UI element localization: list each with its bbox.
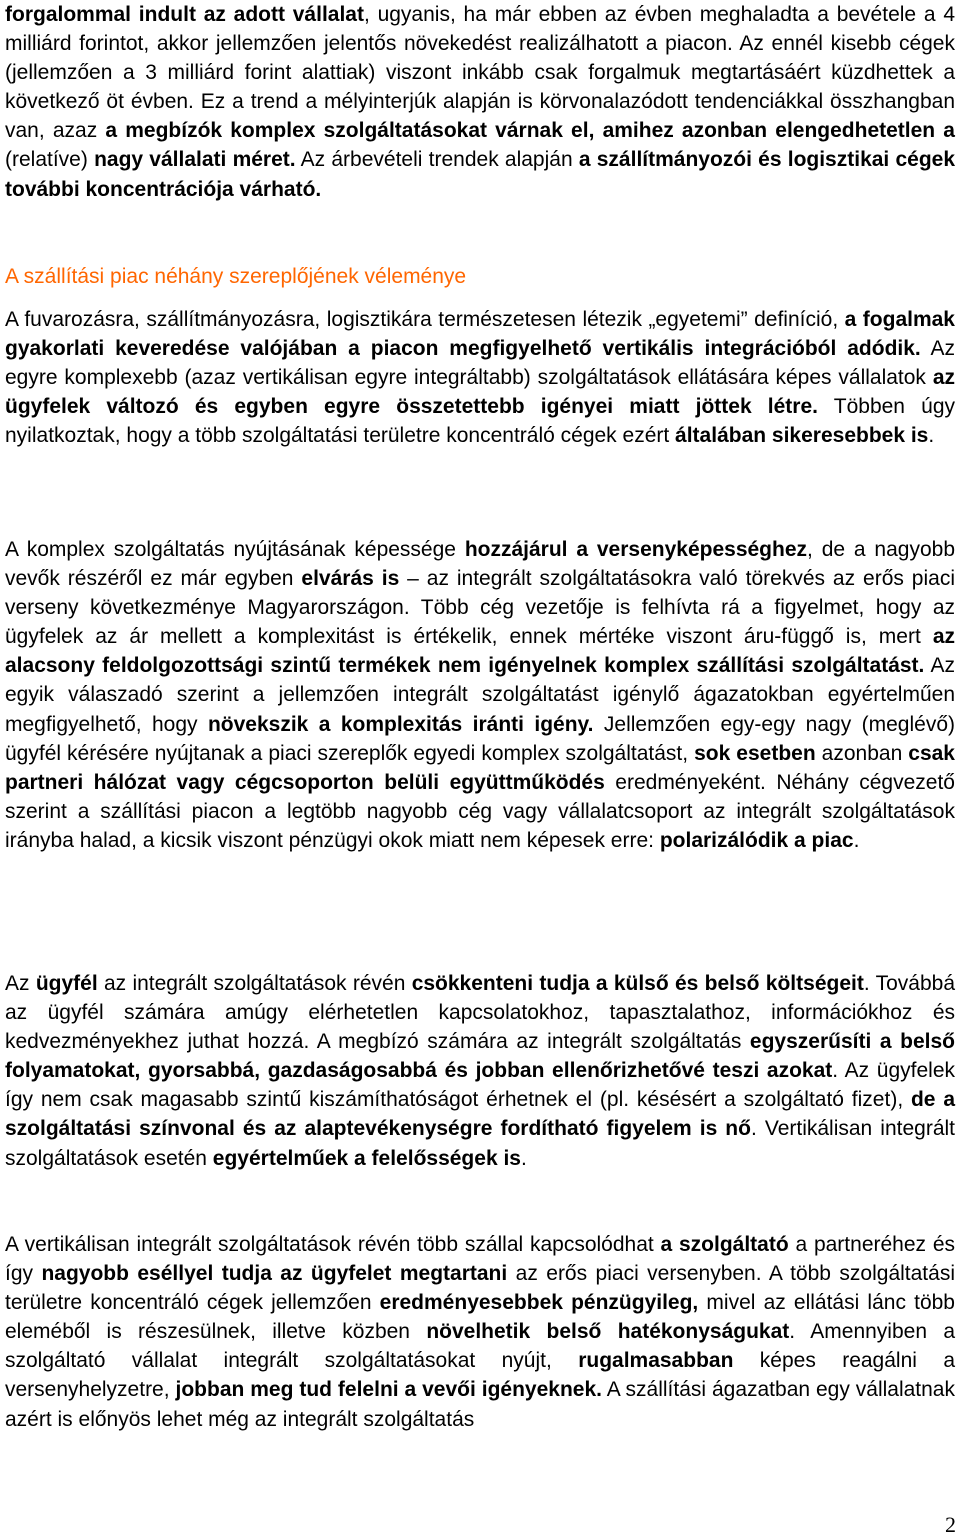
bold-text-run: sok esetben <box>694 741 816 765</box>
text-run: . <box>853 828 860 852</box>
text-run: az erős piaci versenyben. A több szolgáltatási területre koncentráló cégek jellemzően <box>5 1262 955 1315</box>
text-run: Többen úgy nyilatkoztak, hogy a több szolgáltatási területre koncentráló cégek ezért <box>5 395 956 448</box>
bold-text-run: hozzájárul a versenyképességhez <box>464 538 808 561</box>
paragraph-complex-services <box>5 535 955 855</box>
bold-text-run: eredményesebbek pénzügyileg, <box>379 1291 699 1315</box>
section-heading: A szállítási piac néhány szereplőjének véleménye <box>5 265 467 288</box>
paragraph-definitions <box>5 305 955 450</box>
bold-text-run: elvárás is <box>301 567 400 591</box>
bold-text-run: növelhetik belső hatékonyságukat <box>426 1320 790 1344</box>
text-run: azonban <box>815 741 909 765</box>
text-run: A vertikálisan integrált szolgáltatások révén több szállal kapcsolódhat <box>5 1233 661 1256</box>
text-run: . Amennyiben a szolgáltató vállalat integrált szolgáltatásokat nyújt, <box>5 1320 956 1373</box>
text-run: , de a nagyobb vevők részéről ez már egyben <box>5 538 955 591</box>
text-run: mivel az ellátási lánc több eleméből is részesülnek, illetve közben <box>5 1291 955 1344</box>
text-run: A komplex szolgáltatás nyújtásának képessége <box>5 538 465 561</box>
bold-text-run: a megbízók komplex szolgáltatásokat várnak el, amihez azonban elengedhetetlen a <box>105 119 955 143</box>
text-run: az integrált szolgáltatások révén <box>97 972 412 995</box>
text-run: . Továbbá az ügyfél számára amúgy elérhetetlen kapcsolatokhoz, tapasztalathoz, információkhoz és kedvezményekhez juthat hozzá. A megbízó számára az integrált szolgáltatás <box>5 972 956 1054</box>
bold-text-run: a fogalmak gyakorlati keveredése valójában a piacon megfigyelhető vertikális integrációból adódik. <box>5 308 955 361</box>
paragraph-provider-benefits <box>5 1230 955 1434</box>
bold-text-run: polarizálódik a piac <box>659 828 854 852</box>
text-run: Az egyre komplexebb (azaz vertikálisan egyre integráltabb) szolgáltatások ellátására képes vállalatok <box>5 337 955 390</box>
bold-text-run: ügyfél <box>35 972 98 995</box>
text-run: , ugyanis, ha már ebben az évben meghaladta a bevétele a 4 milliárd forintot, akkor jellemzően jelentős növekedést realizálhatott a piacon. Az ennél kisebb cégek (jellemzően a 3 milliárd forint alattiak) viszont inkább csak forgalmuk megtartásáért küzdhettek a következő öt évben. Ez a trend a mélyinterjúk alapján is körvonalazódott tendenciákkal összhangban van, azaz <box>5 3 955 143</box>
text-run: . <box>928 424 935 448</box>
paragraph-market-size <box>5 0 955 204</box>
bold-text-run: egyértelműek a felelősségek is <box>212 1146 521 1170</box>
text-run: Az egyik válaszadó szerint a jellemzően integrált szolgáltatást igénylő ágazatokban egyértelműen megfigyelhető, hogy <box>5 654 956 736</box>
text-run: eredményeként. Néhány cégvezető szerint a szállítási piacon a legtöbb nagyobb cég vagy vállalatcsoport az integrált szolgáltatások irányba halad, a kicsik viszont pénzügyi okok miatt nem képesek erre: <box>5 770 955 852</box>
text-run: (relatíve) <box>5 148 95 172</box>
bold-text-run: az ügyfelek változó és egyben egyre összetettebb igényei miatt jöttek létre. <box>5 366 955 419</box>
bold-text-run: nagyobb eséllyel tudja az ügyfelet megtartani <box>41 1262 508 1286</box>
bold-text-run: forgalommal indult az adott vállalat <box>5 3 364 26</box>
text-run: . Az ügyfelek így nem csak magasabb szintű kiszámíthatóságot érhetnek el (pl. késésért a szolgáltató fizet), <box>5 1059 955 1112</box>
bold-text-run: egyszerűsíti a belső folyamatokat, gyorsabbá, gazdaságosabbá és jobban ellenőrizhetővé teszi azokat <box>5 1030 955 1083</box>
text-run: . Vertikálisan integrált szolgáltatások esetén <box>5 1117 955 1170</box>
bold-text-run: általában sikeresebbek is <box>675 424 929 448</box>
bold-text-run: de a szolgáltatási színvonal és az alaptevékenységre fordítható figyelem is nő <box>5 1088 955 1141</box>
bold-text-run: az alacsony feldolgozottsági szintű termékek nem igényelnek komplex szállítási szolgáltatást. <box>5 625 955 678</box>
bold-text-run: csak partneri hálózat vagy cégcsoporton belüli együttműködés <box>5 741 955 794</box>
bold-text-run: a szállítmányozói és logisztikai cégek további koncentrációja várható. <box>5 148 956 201</box>
bold-text-run: nagy vállalati méret. <box>94 148 296 172</box>
text-run: A fuvarozásra, szállítmányozásra, logisztikára természetesen létezik „egyetemi” definíció, <box>5 308 845 331</box>
text-run: A szállítási ágazatban egy vállalatnak azért is előnyös lehet még az integrált szolgáltatás <box>5 1378 955 1431</box>
bold-text-run: növekszik a komplexitás iránti igény. <box>207 712 594 736</box>
text-run: Az árbevételi trendek alapján <box>295 148 579 172</box>
bold-text-run: a szolgáltató <box>660 1233 789 1256</box>
text-run: képes reagálni a versenyhelyzetre, <box>5 1349 955 1402</box>
text-run: . <box>520 1146 527 1170</box>
page-number: 2 <box>945 1512 956 1537</box>
text-run: Az <box>5 972 36 995</box>
bold-text-run: rugalmasabban <box>578 1349 734 1373</box>
paragraph-client-benefits <box>5 969 955 1173</box>
text-run: Jellemzően egy-egy nagy (meglévő) ügyfél kérésére nyújtanak a piaci szereplők egyedi komplex szolgáltatást, <box>5 712 955 765</box>
text-run: – az integrált szolgáltatásokra való törekvés az erős piaci verseny következménye Magyarországon. Több cég vezetője is felhívta rá a figyelmet, hogy az ügyfelek az ár mellett a komplexitást is értékelik, ennek mértéke viszont áru-függő is, mert <box>5 567 955 649</box>
bold-text-run: csökkenteni tudja a külső és belső költségeit <box>411 972 864 995</box>
bold-text-run: jobban meg tud felelni a vevői igényeknek. <box>175 1378 602 1402</box>
text-run: a partneréhez és így <box>5 1233 955 1286</box>
